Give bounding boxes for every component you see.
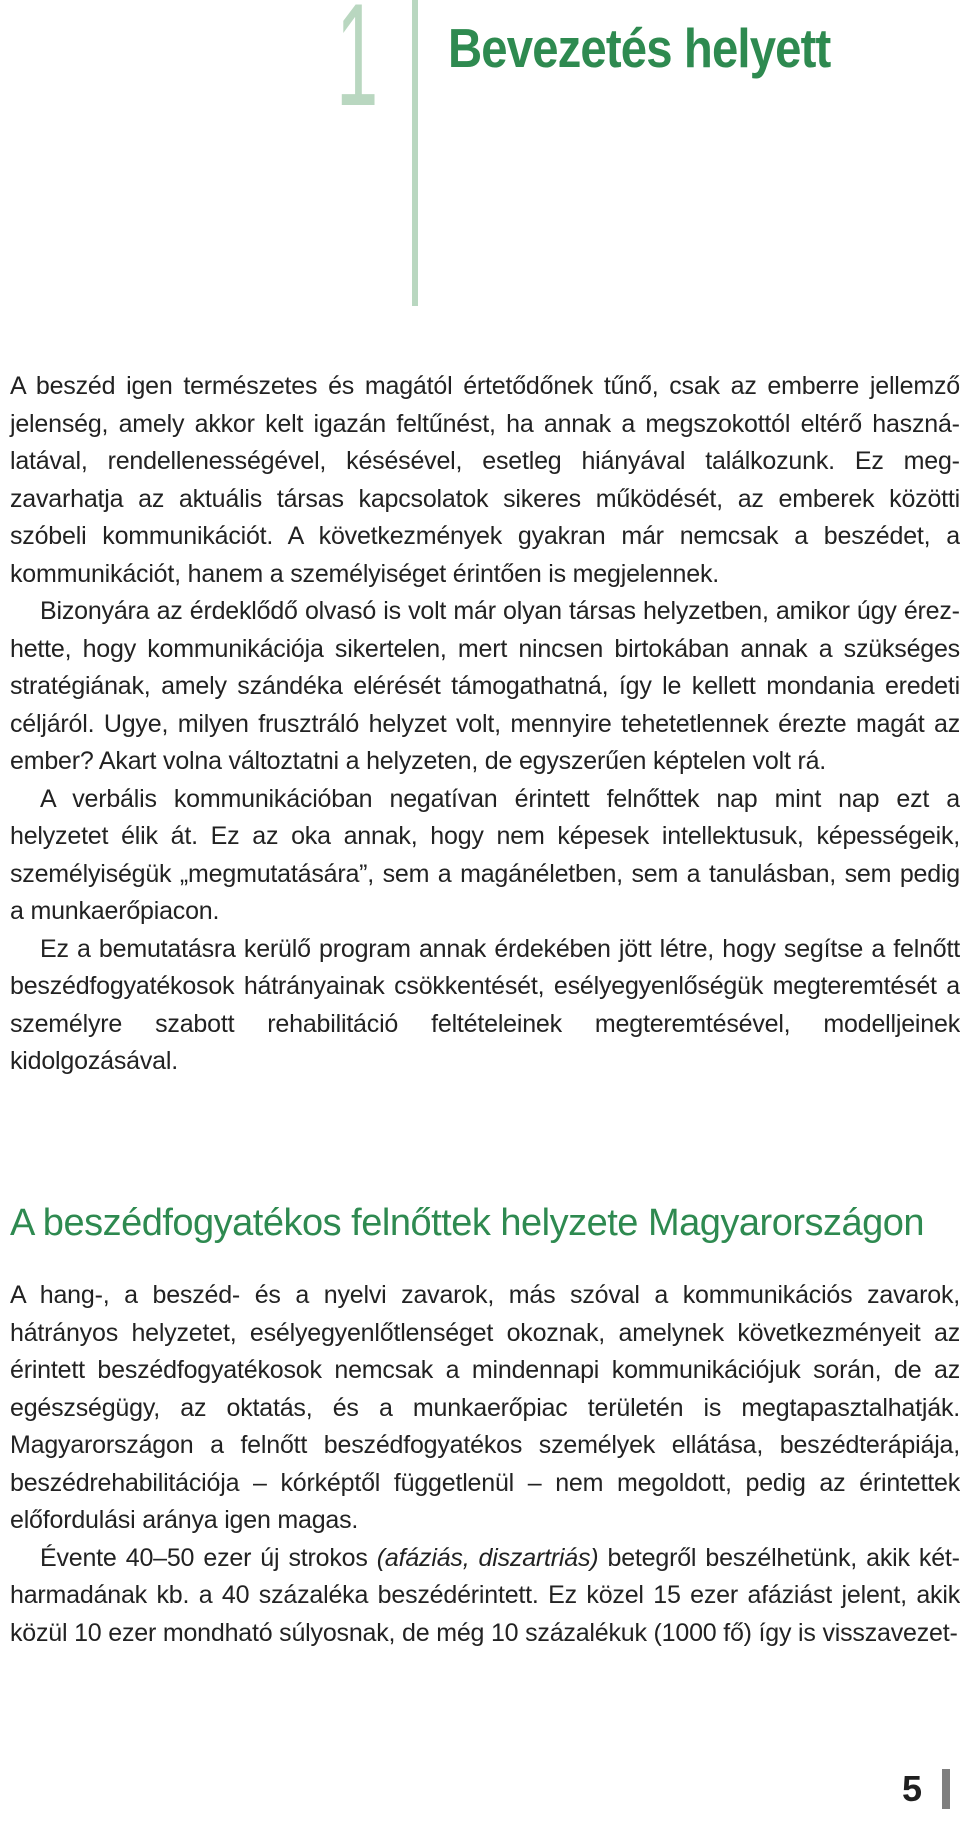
paragraph-text-start: Évente 40–50 ezer új strokos [40, 1543, 377, 1572]
page-number: 5 [902, 1768, 923, 1809]
page-footer [902, 1769, 950, 1809]
intro-paragraph: Ez a bemutatásra kerülő program annak érdekében jött létre, hogy segítse a felnőtt beszédfogyatékosok hátrányainak csökkentését, esélyegyenlőségük megteremtését a személyre szabott rehabilitáció feltételeinek megteremtésével, modelljeinek kidolgozásával. [10, 934, 960, 1075]
intro-paragraph: A beszéd igen természetes és magától értetődőnek tűnő, csak az emberre jellemző jelenség, amely akkor kelt igazán feltűnést, ha annak a megszokottól eltérő használatával, rendellenességével, késésével, esetleg hiányával találkozunk. Ez megzavarhatja az aktuális társas kapcsolatok sikeres működését, az emberek közötti szóbeli kommunikációt. A következmények gyakran már nemcsak a beszédet, a kommunikációt, hanem a személyiséget érintően is megjelennek. [10, 372, 960, 588]
chapter-divider-rule [412, 0, 418, 306]
intro-text-block [10, 368, 960, 1081]
paragraph-text-end: betegről beszélhetünk, akik kétharmadának kb. a 40 százaléka beszédérintett. Ez közel 15 ezer afáziást jelent, akik közül 10 ezer mondható súlyosnak, de még 10 százalékuk (1000 fő) így is visszavezet- [10, 1543, 960, 1647]
section-paragraph [10, 1540, 960, 1653]
page-marker-bar [942, 1769, 950, 1809]
section-paragraph: A hang-, a beszéd- és a nyelvi zavarok, más szóval a kommunikációs zavarok, hátrányos helyzetet, esélyegyenlőtlenséget okoznak, amelynek következményeit az érintett beszédfogyatékosok nemcsak a mindennapi kommunikációjuk során, de az egészségügy, az oktatás, és a munkaerőpiac területén is megtapasztalhatják. Magyarországon a felnőtt beszédfogyatékos személyek ellátása, beszédterápiája, beszédrehabilitációja – kórképtől függetlenül – nem megoldott, pedig az érintettek előfordulási aránya igen magas. [10, 1281, 960, 1534]
intro-paragraph: A verbális kommunikációban negatívan érintett felnőttek nap mint nap ezt a helyzetet élik át. Ez az oka annak, hogy nem képesek intellektusuk, képességeik, személyiségük „megmutatására”, sem a magánéletben, sem a tanulásban, sem pedig a munkaerőpiacon. [10, 784, 960, 925]
chapter-number: 1 [336, 0, 378, 136]
chapter-title: Bevezetés helyett [448, 17, 831, 79]
intro-paragraph: Bizonyára az érdeklődő olvasó is volt már olyan társas helyzetben, amikor úgy érezhette, hogy kommunikációja sikertelen, mert nincsen birtokában annak a szükséges stratégiának, amely szándéka elérését támogathatná, így le kellett mondania eredeti céljáról. Ugye, milyen frusztráló helyzet volt, mennyire tehetetlennek érezte magát az ember? Akart volna változtatni a helyzeten, de egyszerűen képtelen volt rá. [10, 597, 960, 775]
section-text-block [10, 1277, 960, 1652]
paragraph-italic-text: (afáziás, diszartriás) [376, 1543, 599, 1572]
section-heading: A beszédfogyatékos felnőttek helyzete Magyarországon [10, 1202, 925, 1244]
